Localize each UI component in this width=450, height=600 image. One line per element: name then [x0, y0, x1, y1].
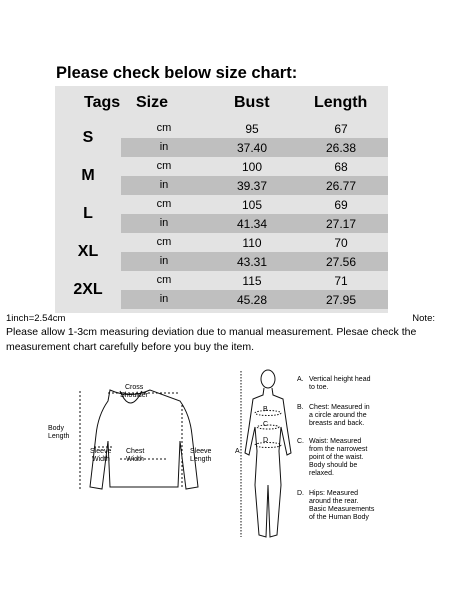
body-length-label-2: Length — [48, 433, 70, 440]
body-length-label-1: Body — [48, 425, 64, 432]
size-tag: L — [83, 205, 93, 222]
legend-d-letter: D. — [297, 490, 304, 497]
legend-b-line3: breasts and back. — [309, 420, 365, 427]
note-label: Note: — [412, 313, 435, 324]
unit-in: in — [159, 141, 169, 153]
bust-in: 41.34 — [236, 217, 268, 231]
length-cm: 71 — [334, 274, 348, 288]
bust-cm: 105 — [241, 198, 263, 212]
legend-b-letter: B. — [297, 404, 304, 411]
header-size: Size — [136, 94, 169, 111]
sleeve-width-label-1: Sleeve — [90, 448, 112, 455]
legend-a-letter: A. — [297, 376, 304, 383]
chest-line — [255, 411, 281, 416]
bust-in: 43.31 — [236, 255, 268, 269]
unit-in: in — [159, 255, 169, 267]
size-tag: M — [81, 167, 95, 184]
body-figure — [245, 370, 291, 537]
cross-shoulder-label-1: Cross — [125, 384, 144, 391]
unit-in: in — [159, 179, 169, 191]
sleeve-length-label-1: Sleeve — [190, 448, 212, 455]
header-bust: Bust — [234, 94, 270, 111]
length-in: 27.56 — [325, 255, 357, 269]
letter-d: D — [263, 437, 269, 444]
length-cm: 70 — [334, 236, 348, 250]
legend-d-line4: of the Human Body — [309, 514, 369, 521]
unit-in: in — [159, 217, 169, 229]
bust-cm: 115 — [242, 274, 262, 288]
legend-c-line1: Waist: Measured — [309, 438, 362, 445]
bust-cm: 95 — [245, 122, 259, 136]
legend-b-line1: Chest: Measured in — [309, 404, 370, 411]
legend-c-line2: from the narrowest — [309, 446, 368, 453]
body-diagram — [235, 365, 445, 550]
header-tags: Tags — [84, 94, 121, 111]
unit-cm: cm — [156, 160, 172, 172]
conversion-note: 1inch=2.54cm — [6, 313, 66, 324]
page-title: Please check below size chart: — [56, 64, 298, 82]
unit-in: in — [159, 293, 169, 305]
length-cm: 68 — [334, 160, 348, 174]
bust-in: 45.28 — [236, 293, 268, 307]
length-cm: 67 — [334, 122, 348, 136]
letter-c: C — [263, 421, 269, 428]
unit-cm: cm — [156, 274, 172, 286]
legend-d-line1: Hips: Measured — [309, 490, 359, 497]
legend-c-line3: point of the waist. — [309, 454, 364, 461]
unit-cm: cm — [156, 122, 172, 134]
length-in: 26.38 — [325, 141, 357, 155]
legend-d-line3: Basic Measurements — [309, 506, 375, 513]
legend-c-line5: relaxed. — [309, 470, 334, 477]
sleeve-length-label-2: Length — [190, 456, 212, 463]
size-tag: 2XL — [73, 281, 103, 298]
length-in: 27.95 — [325, 293, 357, 307]
legend-a-line2: to toe. — [309, 384, 329, 391]
bust-cm: 100 — [241, 160, 263, 174]
length-in: 27.17 — [325, 217, 357, 231]
letter-b: B — [263, 406, 268, 413]
note-text: Please allow 1-3cm measuring deviation due to manual measurement. Plesae check the measurement chart carefully before you buy the item. — [6, 326, 417, 353]
sweater-diagram — [40, 375, 230, 505]
cross-shoulder-label-2: Shoulder — [120, 392, 149, 399]
unit-cm: cm — [156, 236, 172, 248]
size-tag: S — [82, 129, 94, 146]
legend-a-line1: Vertical height head — [309, 376, 371, 383]
size-tag: XL — [77, 243, 99, 260]
letter-a: A — [235, 448, 240, 455]
legend-c-letter: C. — [297, 438, 304, 445]
legend-c-line4: Body should be — [309, 462, 358, 469]
header-length: Length — [314, 94, 368, 111]
chest-width-label-1: Chest — [126, 448, 145, 455]
unit-cm: cm — [156, 198, 172, 210]
bust-in: 39.37 — [236, 179, 268, 193]
legend-d-line2: around the rear. — [309, 498, 359, 505]
length-cm: 69 — [334, 198, 348, 212]
chest-width-label-2: Width — [126, 456, 144, 463]
bust-cm: 110 — [242, 236, 262, 250]
sleeve-width-label-2: Width — [92, 456, 110, 463]
legend-b-line2: a circle around the — [309, 412, 367, 419]
bust-in: 37.40 — [236, 141, 268, 155]
length-in: 26.77 — [325, 179, 357, 193]
